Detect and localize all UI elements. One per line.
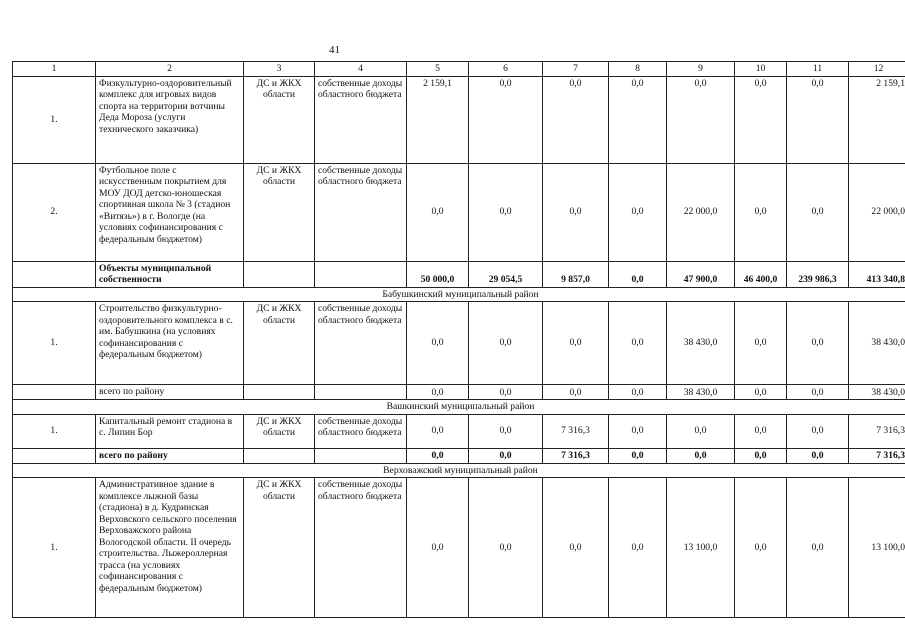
value-cell: 0,0 bbox=[787, 163, 849, 261]
value-cell: 0,0 bbox=[787, 76, 849, 163]
row-number: 1. bbox=[13, 76, 96, 163]
district-title: Верховажский муниципальный район bbox=[13, 463, 905, 478]
empty-cell bbox=[13, 385, 96, 400]
value-cell: 46 400,0 bbox=[735, 261, 787, 287]
value-cell: 0,0 bbox=[787, 448, 849, 463]
value-cell: 0,0 bbox=[609, 163, 667, 261]
value-cell: 0,0 bbox=[735, 414, 787, 448]
district-header-row bbox=[13, 463, 905, 478]
object-row bbox=[13, 478, 905, 618]
funding-source: собственные доходы областного бюджета bbox=[315, 76, 407, 163]
row-number: 1. bbox=[13, 302, 96, 385]
object-row bbox=[13, 76, 905, 163]
total-value-cell: 22 000,0 bbox=[849, 163, 905, 261]
value-cell: 7 316,3 bbox=[543, 414, 609, 448]
funding-source: собственные доходы областного бюджета bbox=[315, 302, 407, 385]
page-number: 41 bbox=[329, 44, 340, 56]
object-name: Административное здание в комплексе лыжной базы (стадиона) в д. Кудринская Верховского сельского поселения Верховажского района Вологодской области. II очередь строительства. Лыжероллерная трасса (на условиях софинансирования с федеральным бюджетом) bbox=[96, 478, 244, 618]
empty-cell bbox=[315, 261, 407, 287]
col-header: 12 bbox=[849, 62, 905, 77]
value-cell: 13 100,0 bbox=[667, 478, 735, 618]
total-label: всего по району bbox=[96, 385, 244, 400]
total-value-cell: 13 100,0 bbox=[849, 478, 905, 618]
value-cell: 0,0 bbox=[407, 478, 469, 618]
empty-cell bbox=[315, 448, 407, 463]
value-cell: 2 159,1 bbox=[407, 76, 469, 163]
value-cell: 0,0 bbox=[543, 385, 609, 400]
value-cell: 0,0 bbox=[407, 385, 469, 400]
value-cell: 0,0 bbox=[469, 163, 543, 261]
col-header: 5 bbox=[407, 62, 469, 77]
col-header: 1 bbox=[13, 62, 96, 77]
object-name: Физкультурно-оздоровительный комплекс для игровых видов спорта на территории вотчины Деда Мороза (услуги технического заказчика) bbox=[96, 76, 244, 163]
funding-source: собственные доходы областного бюджета bbox=[315, 163, 407, 261]
value-cell: 38 430,0 bbox=[667, 302, 735, 385]
total-value-cell: 7 316,3 bbox=[849, 414, 905, 448]
col-header: 3 bbox=[244, 62, 315, 77]
value-cell: 0,0 bbox=[735, 478, 787, 618]
total-label: всего по району bbox=[96, 448, 244, 463]
value-cell: 0,0 bbox=[787, 414, 849, 448]
district-header-row bbox=[13, 287, 905, 302]
row-number: 2. bbox=[13, 163, 96, 261]
empty-cell bbox=[244, 261, 315, 287]
col-header: 7 bbox=[543, 62, 609, 77]
value-cell: 0,0 bbox=[609, 414, 667, 448]
value-cell: 0,0 bbox=[609, 302, 667, 385]
value-cell: 0,0 bbox=[609, 261, 667, 287]
empty-cell bbox=[244, 385, 315, 400]
value-cell: 0,0 bbox=[735, 448, 787, 463]
total-value-cell: 38 430,0 bbox=[849, 385, 905, 400]
value-cell: 0,0 bbox=[543, 302, 609, 385]
funding-source: собственные доходы областного бюджета bbox=[315, 478, 407, 618]
value-cell: 0,0 bbox=[787, 478, 849, 618]
responsible-org: ДС и ЖКХ области bbox=[244, 163, 315, 261]
col-header: 6 bbox=[469, 62, 543, 77]
value-cell: 239 986,3 bbox=[787, 261, 849, 287]
object-name: Футбольное поле с искусственным покрытием для МОУ ДОД детско-юношеская спортивная школа № 3 (стадион «Витязь») в г. Вологде (на условиях софинансирования с федеральным бюджетом) bbox=[96, 163, 244, 261]
total-value-cell: 38 430,0 bbox=[849, 302, 905, 385]
total-value-cell: 413 340,8 bbox=[849, 261, 905, 287]
value-cell: 0,0 bbox=[407, 414, 469, 448]
value-cell: 0,0 bbox=[407, 163, 469, 261]
total-label: Объекты муниципальной собственности bbox=[96, 261, 244, 287]
value-cell: 0,0 bbox=[609, 448, 667, 463]
value-cell: 0,0 bbox=[543, 163, 609, 261]
value-cell: 0,0 bbox=[543, 76, 609, 163]
value-cell: 47 900,0 bbox=[667, 261, 735, 287]
value-cell: 0,0 bbox=[609, 478, 667, 618]
value-cell: 0,0 bbox=[469, 302, 543, 385]
value-cell: 0,0 bbox=[407, 448, 469, 463]
value-cell: 0,0 bbox=[407, 302, 469, 385]
value-cell: 0,0 bbox=[543, 478, 609, 618]
value-cell: 0,0 bbox=[469, 76, 543, 163]
value-cell: 0,0 bbox=[787, 302, 849, 385]
district-total-row bbox=[13, 448, 905, 463]
value-cell: 29 054,5 bbox=[469, 261, 543, 287]
empty-cell bbox=[315, 385, 407, 400]
row-number: 1. bbox=[13, 414, 96, 448]
value-cell: 0,0 bbox=[735, 302, 787, 385]
column-number-row bbox=[13, 62, 905, 77]
empty-cell bbox=[13, 448, 96, 463]
value-cell: 0,0 bbox=[469, 414, 543, 448]
district-title: Бабушкинский муниципальный район bbox=[13, 287, 905, 302]
value-cell: 7 316,3 bbox=[543, 448, 609, 463]
responsible-org: ДС и ЖКХ области bbox=[244, 478, 315, 618]
value-cell: 0,0 bbox=[667, 414, 735, 448]
value-cell: 0,0 bbox=[469, 478, 543, 618]
value-cell: 9 857,0 bbox=[543, 261, 609, 287]
object-row bbox=[13, 414, 905, 448]
value-cell: 0,0 bbox=[667, 448, 735, 463]
col-header: 11 bbox=[787, 62, 849, 77]
col-header: 9 bbox=[667, 62, 735, 77]
value-cell: 0,0 bbox=[469, 385, 543, 400]
value-cell: 38 430,0 bbox=[667, 385, 735, 400]
budget-table bbox=[12, 61, 905, 618]
row-number: 1. bbox=[13, 478, 96, 618]
total-value-cell: 7 316,3 bbox=[849, 448, 905, 463]
col-header: 2 bbox=[96, 62, 244, 77]
object-row bbox=[13, 302, 905, 385]
col-header: 4 bbox=[315, 62, 407, 77]
value-cell: 0,0 bbox=[469, 448, 543, 463]
empty-cell bbox=[13, 261, 96, 287]
col-header: 8 bbox=[609, 62, 667, 77]
responsible-org: ДС и ЖКХ области bbox=[244, 76, 315, 163]
value-cell: 0,0 bbox=[609, 385, 667, 400]
object-row bbox=[13, 163, 905, 261]
district-total-row bbox=[13, 385, 905, 400]
total-value-cell: 2 159,1 bbox=[849, 76, 905, 163]
value-cell: 0,0 bbox=[667, 76, 735, 163]
col-header: 10 bbox=[735, 62, 787, 77]
funding-source: собственные доходы областного бюджета bbox=[315, 414, 407, 448]
object-name: Капитальный ремонт стадиона в с. Липин Бор bbox=[96, 414, 244, 448]
value-cell: 0,0 bbox=[609, 76, 667, 163]
object-name: Строительство физкультурно-оздоровительного комплекса в с. им. Бабушкина (на условиях софинансирования с федеральным бюджетом) bbox=[96, 302, 244, 385]
responsible-org: ДС и ЖКХ области bbox=[244, 414, 315, 448]
value-cell: 22 000,0 bbox=[667, 163, 735, 261]
value-cell: 0,0 bbox=[735, 385, 787, 400]
value-cell: 0,0 bbox=[735, 76, 787, 163]
municipal-total-row bbox=[13, 261, 905, 287]
value-cell: 0,0 bbox=[735, 163, 787, 261]
value-cell: 50 000,0 bbox=[407, 261, 469, 287]
district-header-row bbox=[13, 400, 905, 415]
responsible-org: ДС и ЖКХ области bbox=[244, 302, 315, 385]
value-cell: 0,0 bbox=[787, 385, 849, 400]
district-title: Вашкинский муниципальный район bbox=[13, 400, 905, 415]
empty-cell bbox=[244, 448, 315, 463]
